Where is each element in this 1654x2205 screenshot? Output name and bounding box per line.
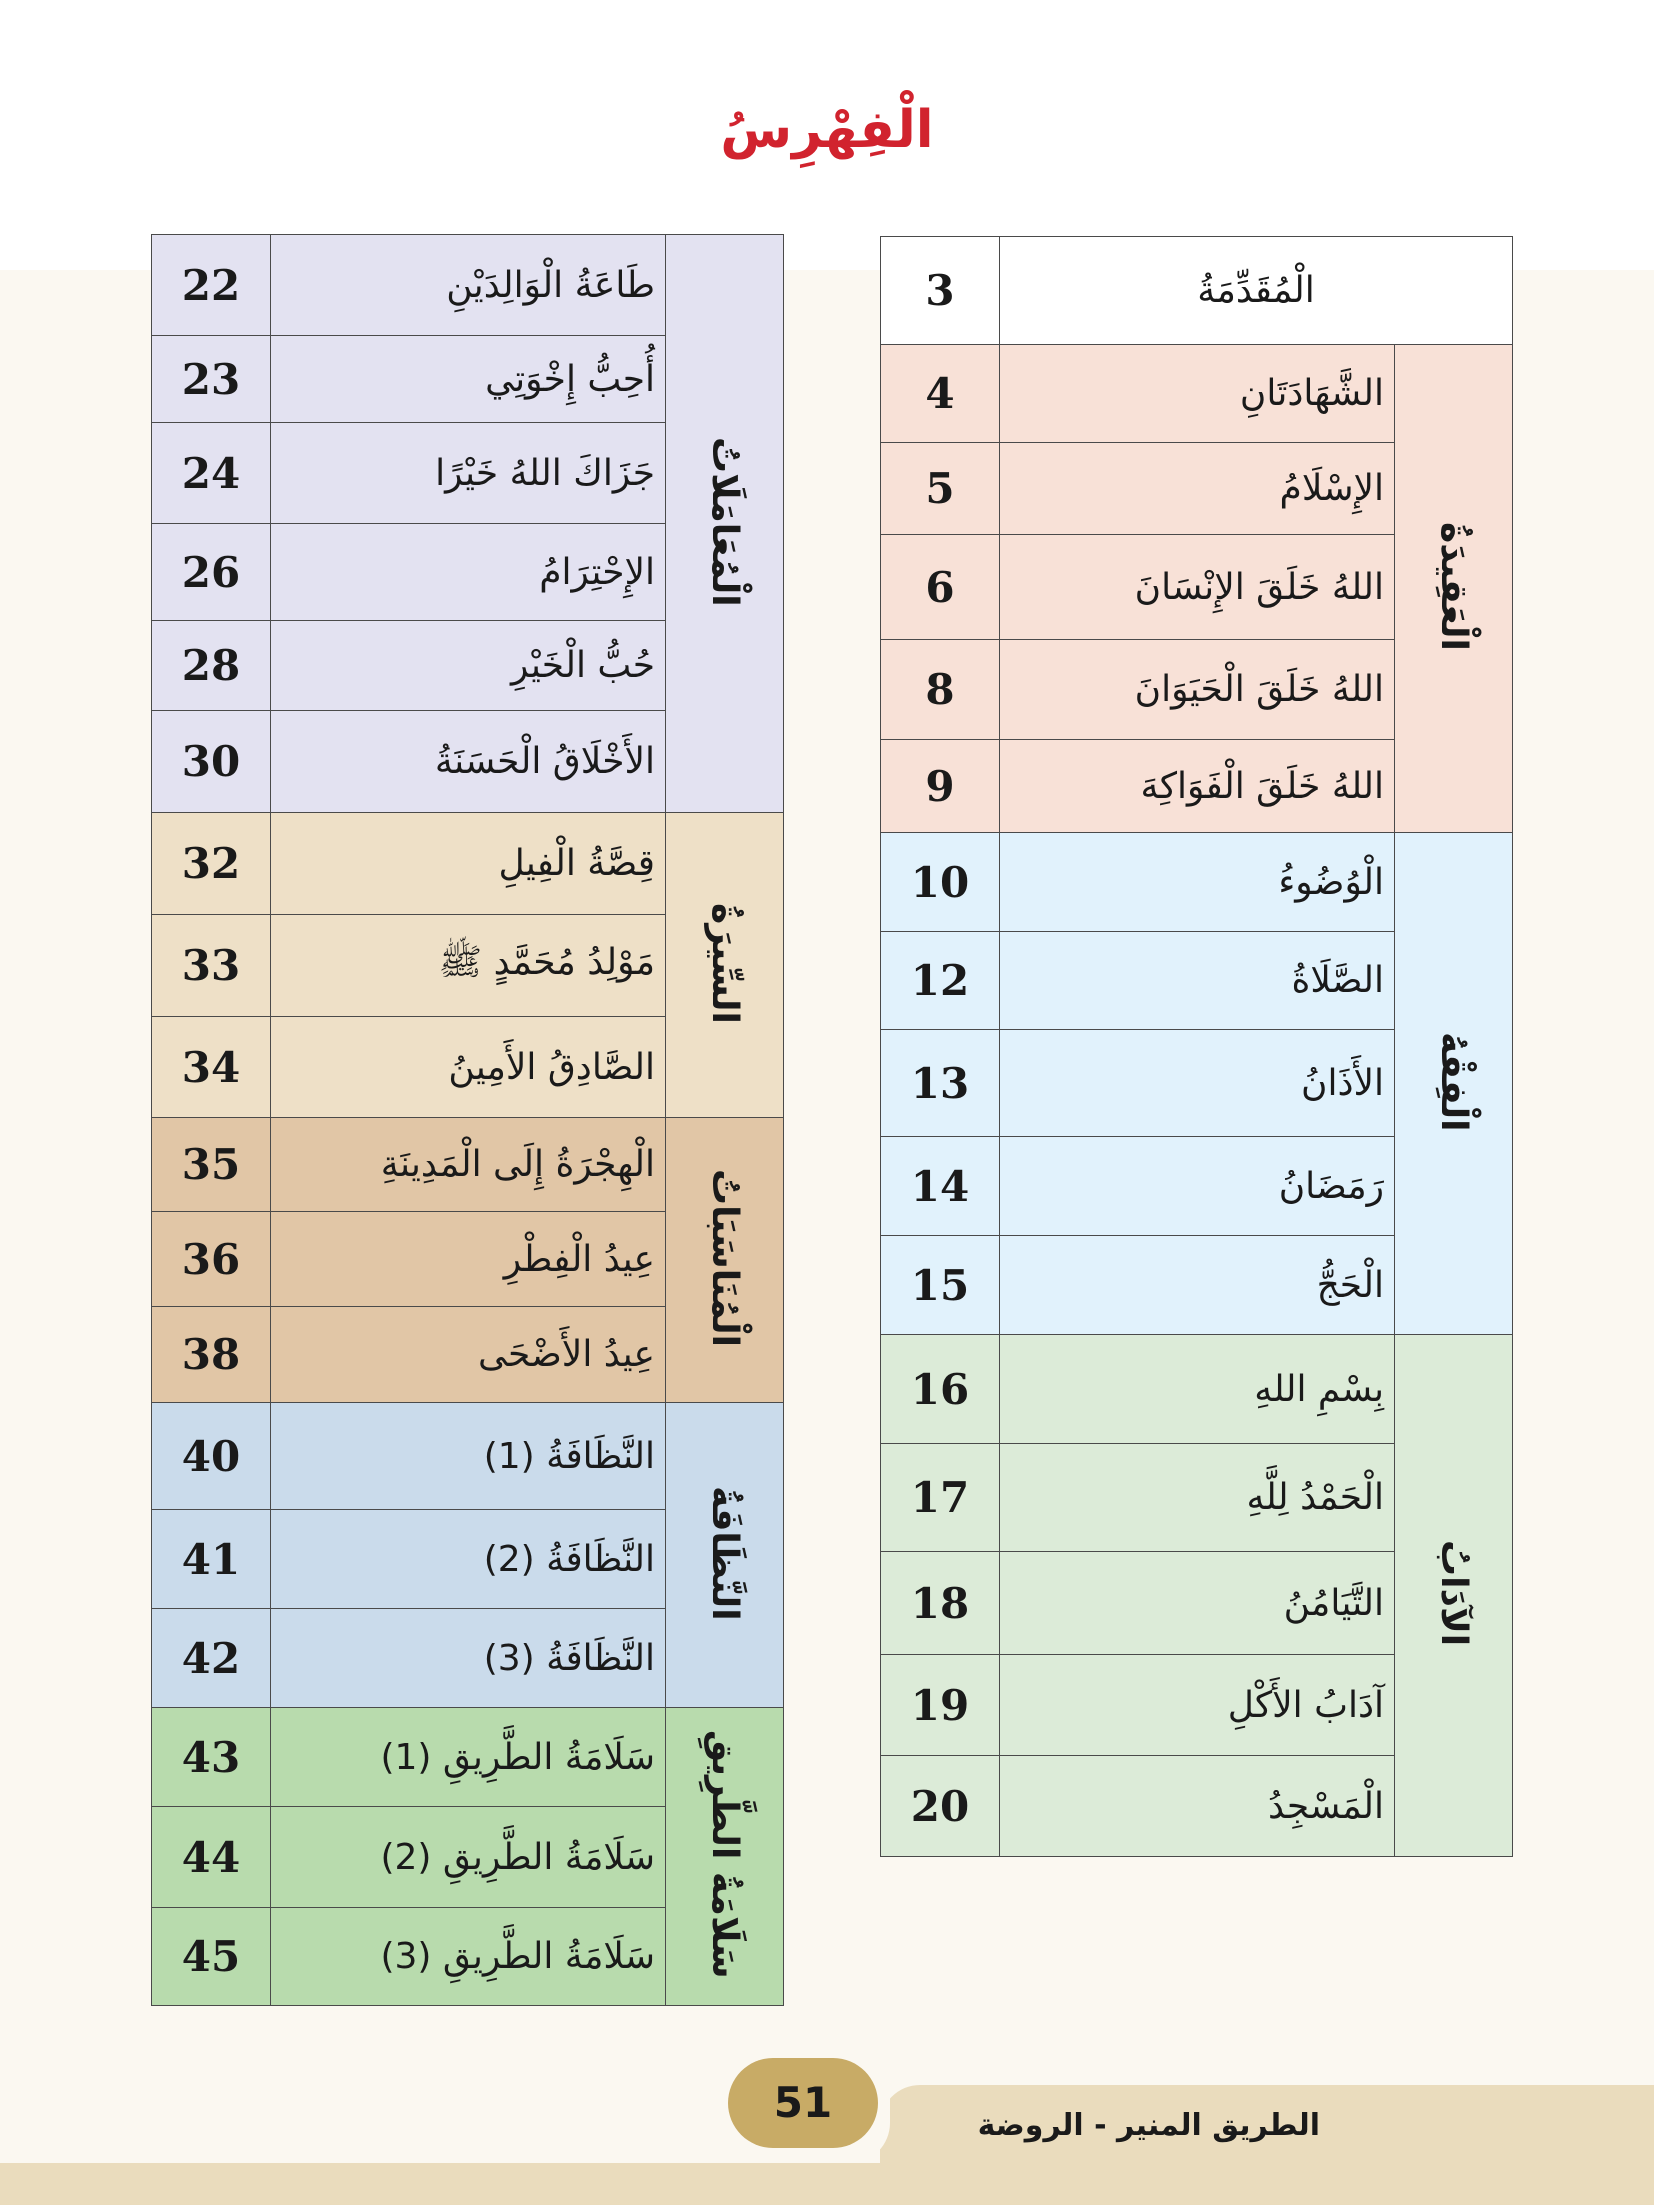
intro-row bbox=[881, 237, 1513, 345]
table-row bbox=[152, 1118, 784, 1212]
page-number: 40 bbox=[152, 1403, 271, 1510]
page-number: 20 bbox=[881, 1756, 1000, 1857]
page-number: 41 bbox=[152, 1510, 271, 1609]
lesson-title: النَّظَافَةُ (1) bbox=[271, 1403, 666, 1510]
page-number: 15 bbox=[881, 1236, 1000, 1335]
page-number: 38 bbox=[152, 1307, 271, 1403]
page-number: 45 bbox=[152, 1908, 271, 2006]
lesson-title: عِيدُ الأَضْحَى bbox=[271, 1307, 666, 1403]
lesson-title: سَلَامَةُ الطَّرِيقِ (3) bbox=[271, 1908, 666, 2006]
table-row bbox=[152, 813, 784, 915]
lesson-title: اللهُ خَلَقَ الْفَوَاكِهَ bbox=[1000, 740, 1395, 833]
lesson-title: الْحَمْدُ لِلَّهِ bbox=[1000, 1444, 1395, 1552]
lesson-title: آدَابُ الأَكْلِ bbox=[1000, 1655, 1395, 1756]
lesson-title: الْهِجْرَةُ إِلَى الْمَدِينَةِ bbox=[271, 1118, 666, 1212]
index-table-right bbox=[880, 236, 1513, 1857]
lesson-title: الإِسْلَامُ bbox=[1000, 443, 1395, 535]
intro-page: 3 bbox=[881, 237, 1000, 345]
table-row bbox=[152, 1403, 784, 1510]
page-number-badge: 51 bbox=[728, 2058, 878, 2148]
table-row bbox=[152, 1708, 784, 1807]
index-table-left bbox=[151, 234, 784, 2006]
lesson-title: أُحِبُّ إِخْوَتِي bbox=[271, 336, 666, 423]
lesson-title: سَلَامَةُ الطَّرِيقِ (2) bbox=[271, 1807, 666, 1908]
lesson-title: الْمَسْجِدُ bbox=[1000, 1756, 1395, 1857]
page-number: 32 bbox=[152, 813, 271, 915]
page-number: 10 bbox=[881, 833, 1000, 932]
lesson-title: الإِحْتِرَامُ bbox=[271, 524, 666, 621]
section-muamalat: الْمُعَامَلَاتُ bbox=[666, 235, 784, 813]
page-number: 9 bbox=[881, 740, 1000, 833]
page-number: 44 bbox=[152, 1807, 271, 1908]
section-nazafa: النَّظَافَةُ bbox=[666, 1403, 784, 1708]
page-number: 36 bbox=[152, 1212, 271, 1307]
section-adab: الآدَابُ bbox=[1395, 1335, 1513, 1857]
page-number: 24 bbox=[152, 423, 271, 524]
lesson-title: الأَخْلَاقُ الْحَسَنَةُ bbox=[271, 711, 666, 813]
page-number: 8 bbox=[881, 640, 1000, 740]
lesson-title: اللهُ خَلَقَ الْحَيَوَانَ bbox=[1000, 640, 1395, 740]
page-number: 4 bbox=[881, 345, 1000, 443]
table-row bbox=[881, 345, 1513, 443]
page-number: 6 bbox=[881, 535, 1000, 640]
table-row bbox=[881, 833, 1513, 932]
page-number: 43 bbox=[152, 1708, 271, 1807]
page-number: 42 bbox=[152, 1609, 271, 1708]
page-number: 35 bbox=[152, 1118, 271, 1212]
section-salama: سَلَامَةُ الطَّرِيقِ bbox=[666, 1708, 784, 2006]
lesson-title: حُبُّ الْخَيْرِ bbox=[271, 621, 666, 711]
lesson-title: قِصَّةُ الْفِيلِ bbox=[271, 813, 666, 915]
table-row bbox=[152, 235, 784, 336]
intro-label: الْمُقَدِّمَةُ bbox=[1000, 237, 1513, 345]
lesson-title: طَاعَةُ الْوَالِدَيْنِ bbox=[271, 235, 666, 336]
book-title: الطريق المنير - الروضة bbox=[977, 2108, 1320, 2143]
lesson-title: النَّظَافَةُ (2) bbox=[271, 1510, 666, 1609]
page-number: 33 bbox=[152, 915, 271, 1017]
page-number: 26 bbox=[152, 524, 271, 621]
footer-band-bottom bbox=[0, 2163, 1654, 2205]
page-number: 23 bbox=[152, 336, 271, 423]
page-number: 19 bbox=[881, 1655, 1000, 1756]
lesson-title: مَوْلِدُ مُحَمَّدٍ ﷺ bbox=[271, 915, 666, 1017]
lesson-title: رَمَضَانُ bbox=[1000, 1137, 1395, 1236]
lesson-title: سَلَامَةُ الطَّرِيقِ (1) bbox=[271, 1708, 666, 1807]
page-number: 16 bbox=[881, 1335, 1000, 1444]
page-number: 14 bbox=[881, 1137, 1000, 1236]
page-number: 5 bbox=[881, 443, 1000, 535]
page-number: 30 bbox=[152, 711, 271, 813]
lesson-title: عِيدُ الْفِطْرِ bbox=[271, 1212, 666, 1307]
section-munasabat: الْمُنَاسَبَاتُ bbox=[666, 1118, 784, 1403]
page-number: 13 bbox=[881, 1030, 1000, 1137]
lesson-title: النَّظَافَةُ (3) bbox=[271, 1609, 666, 1708]
lesson-title: الْحَجُّ bbox=[1000, 1236, 1395, 1335]
table-row bbox=[881, 1335, 1513, 1444]
page-number: 28 bbox=[152, 621, 271, 711]
section-sira: السِّيرَةُ bbox=[666, 813, 784, 1118]
page-number: 12 bbox=[881, 932, 1000, 1030]
lesson-title: الشَّهَادَتَانِ bbox=[1000, 345, 1395, 443]
page-number: 17 bbox=[881, 1444, 1000, 1552]
section-aqida: الْعَقِيدَةُ bbox=[1395, 345, 1513, 833]
lesson-title: الأَذَانُ bbox=[1000, 1030, 1395, 1137]
lesson-title: جَزَاكَ اللهُ خَيْرًا bbox=[271, 423, 666, 524]
lesson-title: الصَّادِقُ الأَمِينُ bbox=[271, 1017, 666, 1118]
page-number: 34 bbox=[152, 1017, 271, 1118]
lesson-title: الصَّلَاةُ bbox=[1000, 932, 1395, 1030]
lesson-title: اللهُ خَلَقَ الإِنْسَانَ bbox=[1000, 535, 1395, 640]
section-fiqh: الْفِقْهُ bbox=[1395, 833, 1513, 1335]
lesson-title: التَّيَامُنُ bbox=[1000, 1552, 1395, 1655]
page-title: الْفِهْرِسُ bbox=[720, 100, 934, 160]
lesson-title: بِسْمِ اللهِ bbox=[1000, 1335, 1395, 1444]
lesson-title: الْوُضُوءُ bbox=[1000, 833, 1395, 932]
page-number: 22 bbox=[152, 235, 271, 336]
page-number: 18 bbox=[881, 1552, 1000, 1655]
